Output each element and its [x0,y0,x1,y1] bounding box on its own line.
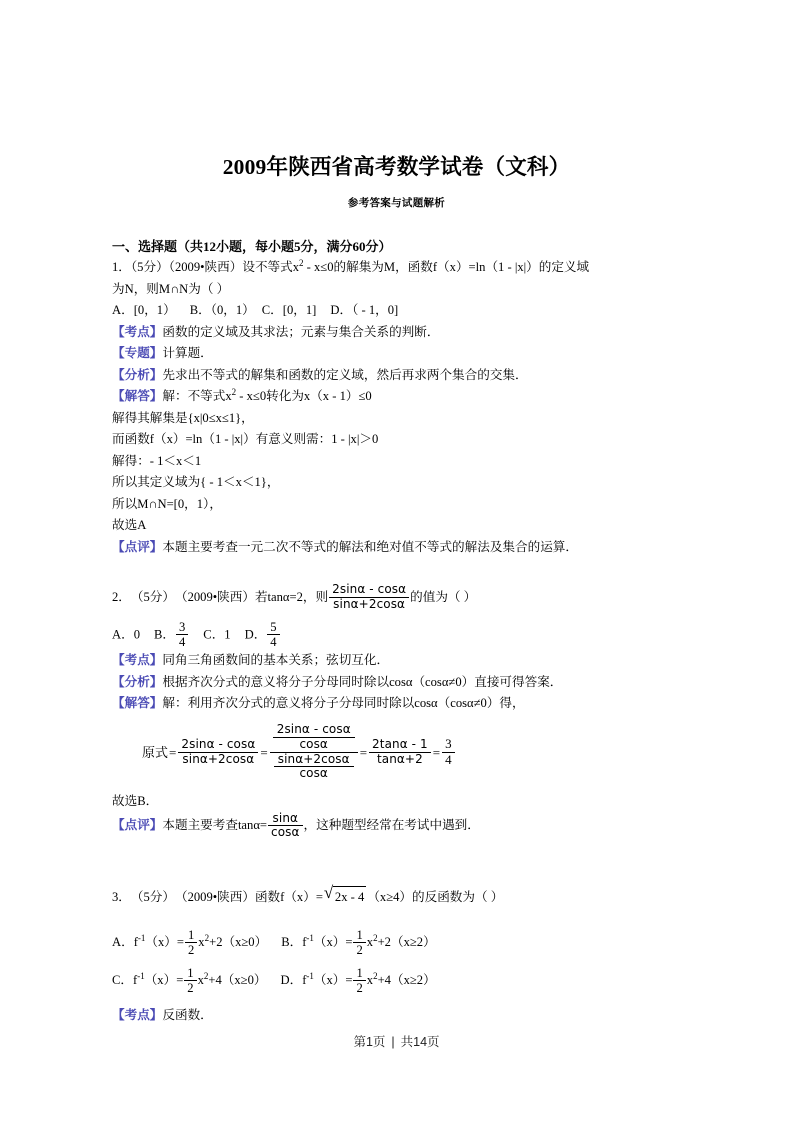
option-d-text[interactable]: （ - 1，0] [352,303,399,317]
option-c-fn: f [133,973,138,988]
question-1-jieda-line5: 所以其定义域为{ - 1＜x＜1}， [112,475,280,489]
kaodian-tag: 【考点】 [112,653,163,668]
question-1-jieda-line6: 所以M∩N=[0，1）， [112,496,222,511]
question-2-source: （2009•陕西） [174,590,255,605]
question-3-stem-prefix: 函数f（x）= [254,889,323,904]
fraction-denominator: 2 [353,942,365,957]
option-c-exponent: -1 [137,971,145,982]
option-b-text[interactable]: （0，1） [210,303,255,317]
question-1-fenxi-text: 先求出不等式的解集和函数的定义域，然后再求两个集合的交集． [162,367,528,382]
option-b-fraction [353,928,365,957]
footer-total-pages: 共14页 [400,1035,440,1049]
question-3-stem-suffix: （x≥4）的反函数为（ ） [367,889,504,904]
option-b[interactable] [281,928,436,958]
option-c-label[interactable]: C． [203,627,225,642]
footer-separator: | [391,1035,395,1049]
question-2-dianping-suffix: ，这种题型经常在考试中遇到． [303,818,480,833]
question-2-stem-fraction [329,583,409,611]
option-d-label: D． [280,973,303,988]
equation-fraction-1 [178,738,258,766]
equation-fraction-2 [270,723,358,781]
option-c-label: C． [112,973,133,988]
fraction-denominator: 2 [185,942,197,957]
fraction-numerator: 1 [187,966,194,981]
fraction-denominator: 4 [176,634,188,649]
question-2-kaodian [112,650,681,672]
fraction-denominator: sinα+2cosα [178,752,258,766]
question-3-kaodian-text: 反函数． [162,1008,213,1022]
fenxi-tag: 【分析】 [112,674,163,689]
question-3-options-row2 [112,967,681,996]
question-1-stem-line2: 为N，则M∩N为（ ） [112,281,230,296]
jieda-tag: 【解答】 [112,389,163,403]
option-d-fraction [353,966,365,995]
question-2-equation [112,721,681,782]
fraction-numerator: 2sinα - cosα [181,737,256,752]
option-d-tail: +4（x≥2） [377,973,436,988]
nested-denominator [270,752,358,782]
option-b-fn: f [302,935,307,950]
option-c[interactable] [112,966,267,996]
option-d-var: x [366,973,374,988]
option-b-var: x [366,935,374,950]
option-b-tail: +2（x≥2） [377,935,436,950]
question-1-stem-b: - x≤0的解集为M，函数f（x）=ln（1 - |x|）的定义域 [303,260,590,274]
question-1-jieda-line7: 故选A [112,518,147,532]
fraction-denominator: tanα+2 [369,752,431,766]
fraction-numerator: 1 [356,966,363,981]
equation-fraction-4 [442,737,455,767]
question-1-jieda-line2: 解得其解集是{x|0≤x≤1}， [112,410,254,425]
equation-lhs-label: 原式 [142,744,169,760]
question-1 [112,257,681,558]
option-d-label[interactable]: D． [330,303,353,317]
question-1-kaodian [112,322,681,344]
inner-denominator: cosα [273,737,355,752]
question-3-score: （5分） [130,889,175,904]
inner-numerator: sinα+2cosα [277,751,350,766]
option-a[interactable] [112,928,268,958]
question-3-kaodian [112,1005,681,1027]
option-a-label[interactable]: A． [112,303,134,317]
question-3-options-row1 [112,929,681,958]
kaodian-tag: 【考点】 [112,1008,163,1022]
question-2-stem [112,584,681,612]
fraction-denominator: 4 [267,634,279,649]
question-1-kaodian-text: 函数的定义域及其求法；元素与集合关系的判断． [162,324,440,339]
question-3-stem [112,883,681,909]
question-1-options [112,300,681,322]
jieda-tag: 【解答】 [112,696,163,711]
option-d-fn: f [302,973,307,988]
equals-2: = [260,744,268,760]
question-1-source: （2009•陕西） [168,260,243,274]
fraction-denominator: 4 [442,752,455,768]
fraction-numerator: 3 [445,735,452,751]
question-2-stem-prefix: 若tanα=2，则 [254,590,329,605]
option-a-exponent: -1 [137,932,146,943]
dianping-tag: 【点评】 [112,539,163,554]
option-d-exponent: -1 [306,971,314,982]
option-b-mid: （x）= [313,935,353,950]
radicand: 2x - 4 [333,886,366,909]
question-1-stem-line1 [112,257,681,279]
question-2-dianping-prefix: 本题主要考查tanα= [162,818,268,833]
equals-3: = [359,744,368,760]
question-1-zhuanti [112,343,681,365]
fraction-denominator: 2 [353,980,365,995]
question-2-conclusion: 故选B． [112,793,159,808]
question-1-dianping [112,537,681,559]
fraction-denominator: cosα [268,825,303,839]
question-2 [112,584,681,840]
option-d-fraction[interactable] [267,620,279,649]
option-a-fraction [185,928,197,957]
equation-fraction-3 [369,738,431,766]
option-c-tail: +4（x≥0） [208,973,267,988]
question-1-stem-exponent: 2 [299,257,304,268]
option-a-var-exponent: 2 [204,932,210,943]
nested-numerator [270,723,358,752]
option-b-label: B． [281,935,303,950]
fraction-numerator: 5 [270,620,277,635]
inner-denominator: cosα [274,766,354,781]
question-2-jieda [112,693,681,715]
zhuanti-tag: 【专题】 [112,346,163,360]
option-c-var-exponent: 2 [203,971,209,982]
fraction-numerator: 1 [188,928,195,942]
question-1-jieda-line4: 解得：- 1＜x＜1 [112,453,202,468]
option-b-exponent: -1 [306,932,314,943]
option-a-text[interactable]: 0 [133,627,140,642]
square-root-icon: √ 2x - 4 [324,886,366,909]
option-b-label[interactable]: B． [154,627,175,642]
question-1-zhuanti-text: 计算题． [162,346,213,360]
option-c-text[interactable]: 1 [224,627,231,642]
option-d-var-exponent: 2 [373,971,378,982]
question-2-stem-suffix: 的值为（ ） [410,590,477,605]
dianping-tag: 【点评】 [112,818,163,833]
question-2-options [112,621,681,650]
option-a-mid: （x）= [145,935,184,950]
option-d-mid: （x）= [313,973,353,988]
equals-4: = [432,744,441,760]
option-d-label[interactable]: D． [244,627,267,642]
question-2-number: 2． [112,590,131,605]
question-1-stem-a: 设不等式x [242,260,300,274]
question-2-dianping-fraction [268,812,303,840]
option-c-fraction [184,966,196,995]
fraction-numerator: 3 [179,620,186,635]
fenxi-tag: 【分析】 [112,367,163,382]
page-footer [0,1032,793,1050]
question-2-score: （5分） [130,590,175,605]
fraction-numerator: 2sinα - cosα [332,582,407,597]
question-3-source: （2009•陕西） [174,889,255,904]
page-subtitle: 参考答案与试题解析 [347,198,446,209]
question-2-fenxi [112,672,681,694]
question-1-dianping-text: 本题主要考查一元二次不等式的解法和绝对值不等式的解法及集合的运算． [162,539,578,554]
question-2-kaodian-text: 同角三角函数间的基本关系；弦切互化． [162,653,390,668]
fraction-numerator: sinα [272,810,299,825]
option-a-var: x [198,935,205,950]
option-c-text[interactable]: [0，1] [282,303,317,317]
footer-page-number: 第1页 [353,1035,386,1049]
option-a-text[interactable]: [0，1） [133,303,176,317]
question-2-dianping [112,812,681,840]
fraction-denominator: 2 [184,980,196,995]
section-heading: 一、选择题（共12小题，每小题5分，满分60分） [112,239,392,254]
option-a-tail: +2（x≥0） [209,935,268,950]
option-d[interactable] [280,966,436,996]
option-a-label[interactable]: A． [112,627,134,642]
question-1-jieda-text-1: 解：不等式$x^2 - x\le 0$转化为x（x - 1）≤0 [162,386,372,403]
question-1-jieda-line3: 而函数f（x）=ln（1 - |x|）有意义则需：1 - |x|＞0 [112,432,379,446]
page-title: 2009年陕西省高考数学试卷（文科） [222,155,571,179]
question-2-fenxi-text: 根据齐次分式的意义将分子分母同时除以cosα（cosα≠0）直接可得答案． [162,674,563,689]
option-a-label: A． [112,935,134,950]
question-3 [112,883,681,1026]
question-2-jieda-text: 解：利用齐次分式的意义将分子分母同时除以cosα（cosα≠0）得， [162,696,525,711]
equals-1: = [169,744,177,760]
option-c-label[interactable]: C． [261,303,283,317]
kaodian-tag: 【考点】 [112,324,163,339]
fraction-denominator: sinα+2cosα [329,597,409,611]
inner-numerator: 2sinα - cosα [276,721,351,736]
option-b-label[interactable]: B． [189,303,211,317]
question-1-fenxi [112,365,681,387]
option-a-fn: f [133,935,138,950]
option-c-var: x [197,973,204,988]
option-c-mid: （x）= [144,973,184,988]
question-3-number: 3． [112,889,131,904]
option-b-fraction[interactable] [176,620,188,649]
question-1-jieda-line1 [112,386,681,408]
option-b-var-exponent: 2 [373,932,378,943]
fraction-numerator: 2tanα - 1 [372,737,428,752]
question-1-score: （5分） [130,260,169,274]
question-1-number: 1． [112,260,131,274]
fraction-numerator: 1 [356,928,363,942]
